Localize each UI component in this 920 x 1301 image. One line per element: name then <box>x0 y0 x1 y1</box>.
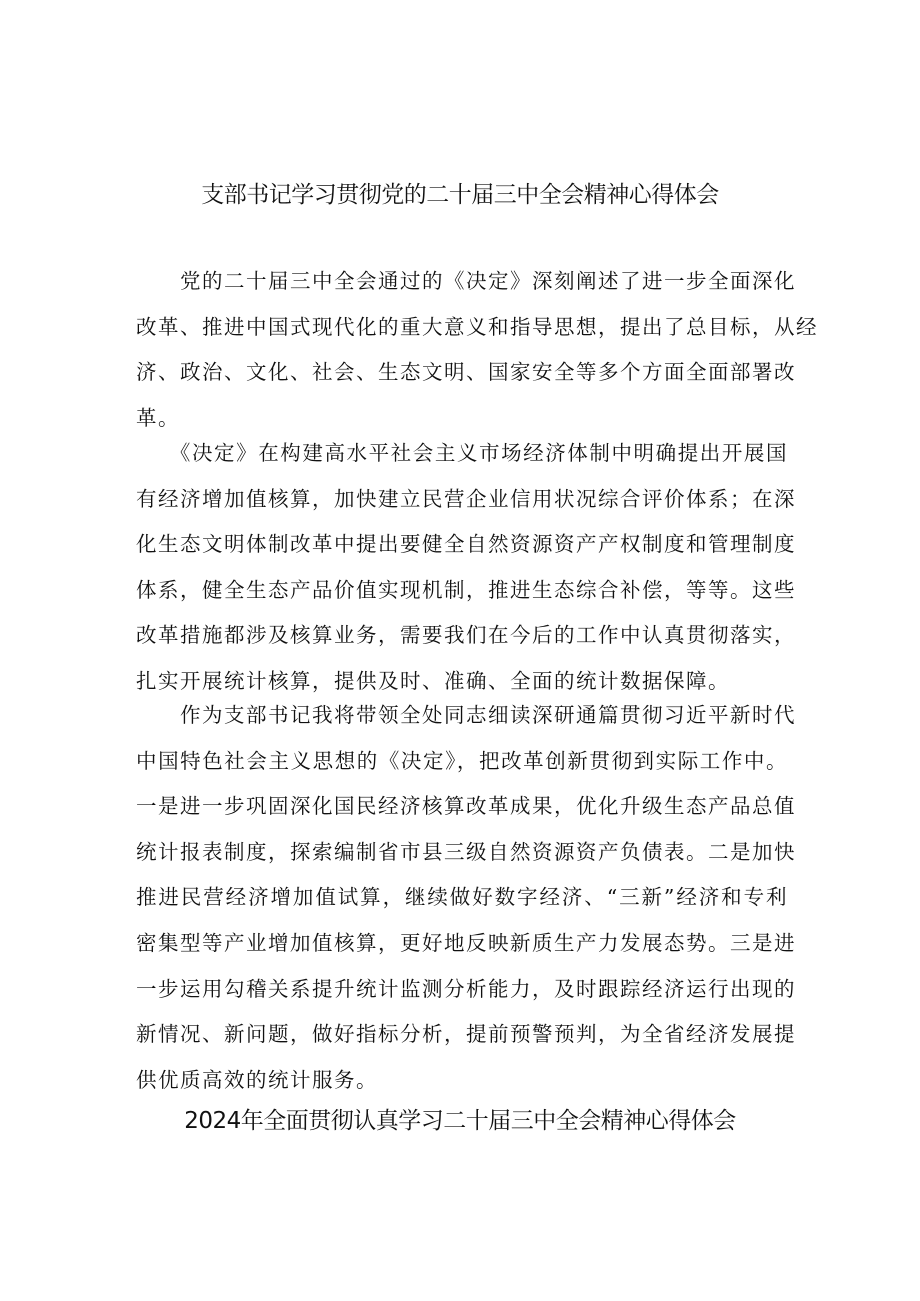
text-line: 推进民营经济增加值试算，继续做好数字经济、“三新”经济和专利 <box>136 885 788 910</box>
text-line: 济、政治、文化、社会、生态文明、国家安全等多个方面全面部署改 <box>136 360 796 385</box>
text-line: 一是进一步巩固深化国民经济核算改革成果，优化升级生态产品总值 <box>136 794 796 819</box>
text-line: 作为支部书记我将带领全处同志细读深研通篇贯彻习近平新时代 <box>136 703 796 727</box>
text-line: 扎实开展统计核算，提供及时、准确、全面的统计数据保障。 <box>136 668 730 693</box>
paragraph-3 <box>136 693 796 1103</box>
text-line: 改革、推进中国式现代化的重大意义和指导思想，提出了总目标，从经 <box>136 314 818 339</box>
text-line: 供优质高效的统计服务。 <box>136 1067 378 1092</box>
text-line: 密集型等产业增加值核算，更好地反映新质生产力发展态势。三是进 <box>136 930 796 955</box>
text-line: 统计报表制度，探索编制省市县三级自然资源资产负债表。二是加快 <box>136 839 796 864</box>
next-article-title: 2024年全面贯彻认真学习二十届三中全会精神心得体会 <box>184 1108 736 1134</box>
text-line: 《决定》在构建高水平社会主义市场经济体制中明确提出开展国 <box>136 441 788 465</box>
paragraph-2 <box>136 431 796 705</box>
document-title: 支部书记学习贯彻党的二十届三中全会精神心得体会 <box>201 182 719 208</box>
text-line: 改革措施都涉及核算业务，需要我们在今后的工作中认真贯彻落实， <box>136 623 796 648</box>
text-line: 有经济增加值核算，加快建立民营企业信用状况综合评价体系；在深 <box>136 486 796 511</box>
paragraph-1 <box>136 259 818 441</box>
text-line: 党的二十届三中全会通过的《决定》深刻阐述了进一步全面深化 <box>136 269 796 293</box>
text-line: 新情况、新问题，做好指标分析，提前预警预判，为全省经济发展提 <box>136 1022 796 1047</box>
text-line: 一步运用勾稽关系提升统计监测分析能力，及时跟踪经济运行出现的 <box>136 976 796 1001</box>
text-line: 体系，健全生态产品价值实现机制，推进生态综合补偿，等等。这些 <box>136 577 796 602</box>
text-line: 化生态文明体制改革中提出要健全自然资源资产产权制度和管理制度 <box>136 532 796 557</box>
text-line: 革。 <box>136 405 180 430</box>
text-line: 中国特色社会主义思想的《决定》，把改革创新贯彻到实际工作中。 <box>136 748 788 773</box>
